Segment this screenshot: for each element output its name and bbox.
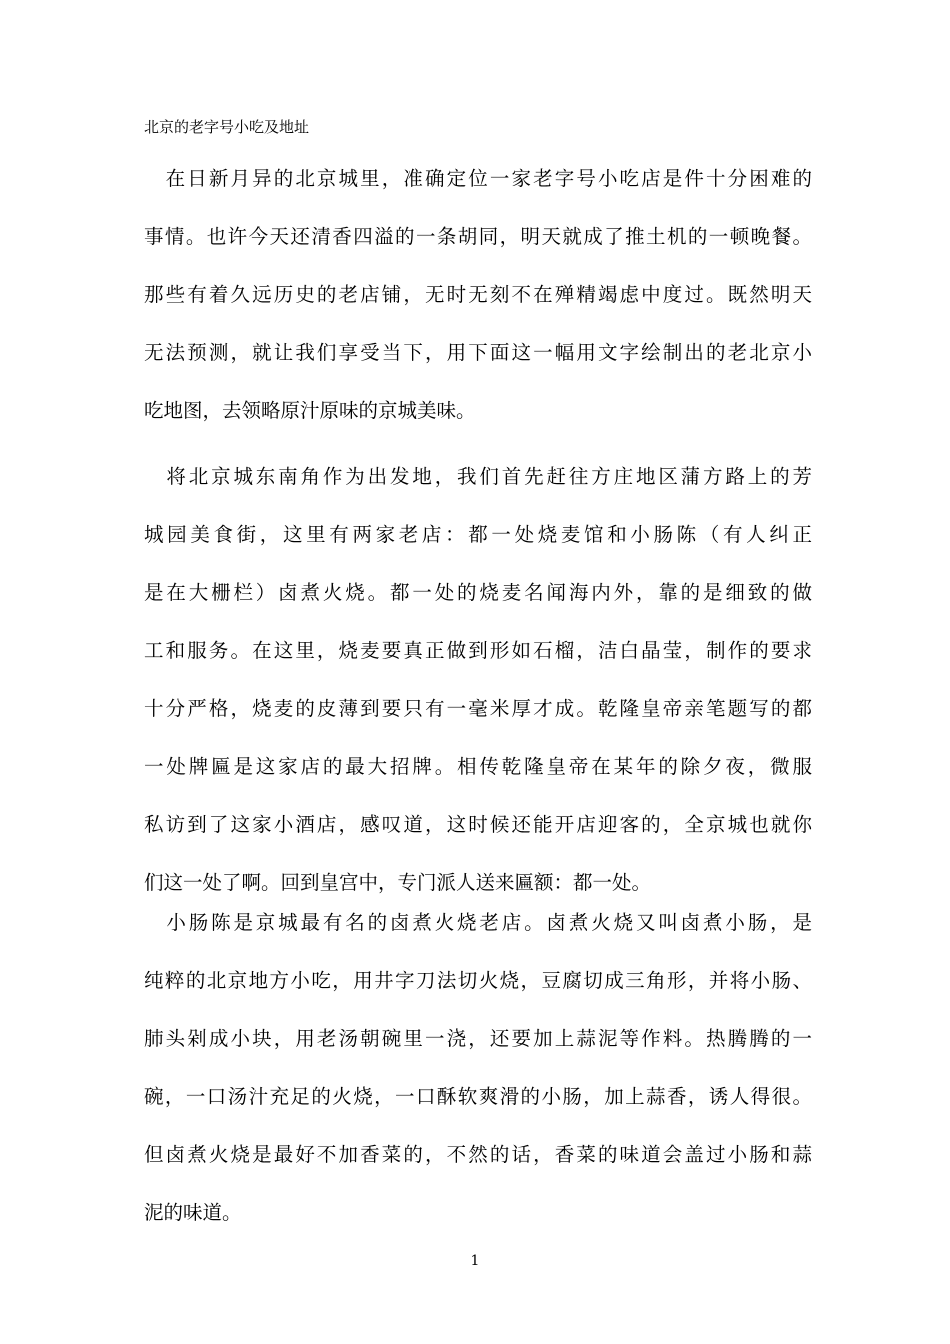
text-line: 吃地图，去领略原汁原味的京城美味。 <box>144 399 476 422</box>
text-line: 十分严格，烧麦的皮薄到要只有一毫米厚才成。乾隆皇帝亲笔题写的都 <box>144 697 812 720</box>
text-line: 一处牌匾是这家店的最大招牌。相传乾隆皇帝在某年的除夕夜，微服 <box>144 755 812 778</box>
text-line: 是在大栅栏）卤煮火烧。都一处的烧麦名闻海内外，靠的是细致的做 <box>144 581 812 604</box>
paragraph-duyichu <box>144 460 812 924</box>
page-number: 1 <box>470 1253 480 1269</box>
text-line: 泥的味道。 <box>144 1201 242 1224</box>
text-line: 在日新月异的北京城里，准确定位一家老字号小吃店是件十分困难的 <box>144 167 812 190</box>
text-line: 们这一处了啊。回到皇宫中，专门派人送来匾额：都一处。 <box>144 871 652 894</box>
text-line: 城园美食街，这里有两家老店：都一处烧麦馆和小肠陈（有人纠正 <box>144 523 812 546</box>
text-line: 纯粹的北京地方小吃，用井字刀法切火烧，豆腐切成三角形，并将小肠、 <box>144 969 812 992</box>
text-line: 小肠陈是京城最有名的卤煮火烧老店。卤煮火烧又叫卤煮小肠，是 <box>144 911 812 934</box>
text-line: 碗，一口汤汁充足的火烧，一口酥软爽滑的小肠，加上蒜香，诱人得很。 <box>144 1085 812 1108</box>
paragraph-intro <box>144 162 812 452</box>
text-line: 将北京城东南角作为出发地，我们首先赶往方庄地区蒲方路上的芳 <box>144 465 812 488</box>
text-line: 事情。也许今天还清香四溢的一条胡同，明天就成了推土机的一顿晚餐。 <box>144 225 812 248</box>
text-line: 工和服务。在这里，烧麦要真正做到形如石榴，洁白晶莹，制作的要求 <box>144 639 812 662</box>
text-line: 但卤煮火烧是最好不加香菜的，不然的话，香菜的味道会盖过小肠和蒜 <box>144 1143 812 1166</box>
text-line: 肺头剁成小块，用老汤朝碗里一浇，还要加上蒜泥等作料。热腾腾的一 <box>144 1027 812 1050</box>
text-line: 那些有着久远历史的老店铺，无时无刻不在殚精竭虑中度过。既然明天 <box>144 283 812 306</box>
text-line: 私访到了这家小酒店，感叹道，这时候还能开店迎客的，全京城也就你 <box>144 813 812 836</box>
text-line: 无法预测，就让我们享受当下，用下面这一幅用文字绘制出的老北京小 <box>144 341 812 364</box>
paragraph-xiaochangchen <box>144 906 812 1254</box>
document-title: 北京的老字号小吃及地址 <box>144 118 310 136</box>
